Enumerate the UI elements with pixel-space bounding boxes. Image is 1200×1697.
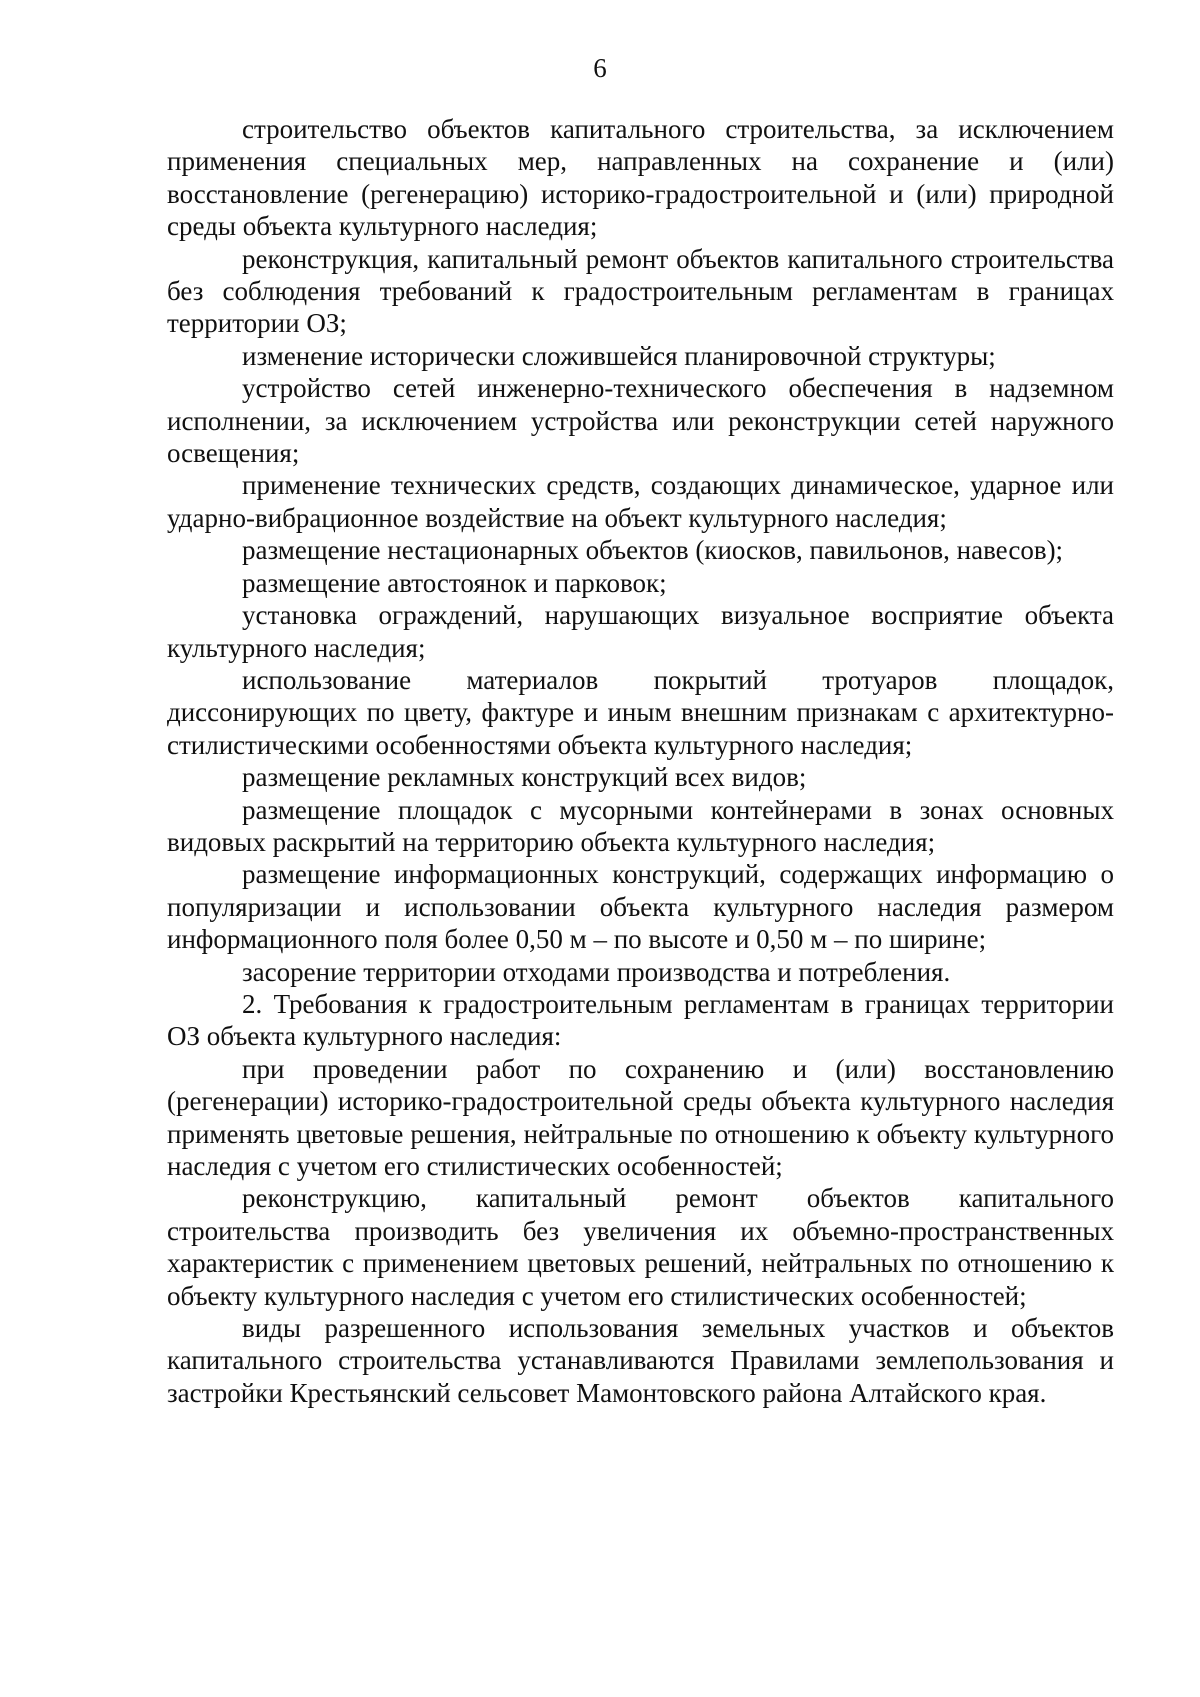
paragraph-section-2-heading: 2. Требования к градостроительным регламентам в границах территории ОЗ объекта культурного наследия: bbox=[167, 988, 1114, 1052]
document-body bbox=[167, 113, 1114, 1409]
paragraph-permitted-use: виды разрешенного использования земельных участков и объектов капитального строительства устанавливаются Правилами землепользования и застройки Крестьянский сельсовет Мамонтовского района Алтайского края. bbox=[167, 1313, 1114, 1408]
paragraph-reconstruction-requirements: реконструкцию, капитальный ремонт объектов капитального строительства производить без увеличения их объемно-пространственных характеристик с применением цветовых решений, нейтральных по отношению к объекту культурного наследия с учетом его стилистических особенностей; bbox=[167, 1183, 1114, 1311]
paragraph-parking: размещение автостоянок и парковок; bbox=[242, 567, 667, 598]
paragraph-fencing: установка ограждений, нарушающих визуальное восприятие объекта культурного наследия; bbox=[167, 600, 1114, 663]
paragraph-garbage-sites: размещение площадок с мусорными контейнерами в зонах основных видовых раскрытий на территорию объекта культурного наследия; bbox=[167, 794, 1114, 857]
paragraph-reconstruction-prohibition: реконструкция, капитальный ремонт объектов капитального строительства без соблюдения требований к градостроительным регламентам в границах территории ОЗ; bbox=[167, 243, 1114, 339]
paragraph-technical-means: применение технических средств, создающих динамическое, ударное или ударно-вибрационное воздействие на объект культурного наследия; bbox=[167, 470, 1114, 533]
page-number: 6 bbox=[593, 53, 607, 83]
paragraph-non-stationary-objects: размещение нестационарных объектов (киосков, павильонов, навесов); bbox=[242, 535, 1064, 566]
paragraph-advertising: размещение рекламных конструкций всех видов; bbox=[242, 762, 807, 793]
paragraph-color-solutions: при проведении работ по сохранению и (или) восстановлению (регенерации) историко-градостроительной среды объекта культурного наследия применять цветовые решения, нейтральные по отношению к объекту культурного наследия с учетом его стилистических особенностей; bbox=[167, 1053, 1114, 1181]
paragraph-littering: засорение территории отходами производства и потребления. bbox=[242, 956, 951, 987]
paragraph-engineering-networks: устройство сетей инженерно-технического обеспечения в надземном исполнении, за исключением устройства или реконструкции сетей наружного освещения; bbox=[167, 373, 1114, 469]
paragraph-pavement-materials: использование материалов покрытий тротуаров площадок, диссонирующих по цвету, фактуре и иным внешним признакам с архитектурно-стилистическими особенностями объекта культурного наследия; bbox=[167, 664, 1114, 760]
paragraph-information-structures: размещение информационных конструкций, содержащих информацию о популяризации и использовании объекта культурного наследия размером информационного поля более 0,50 м – по высоте и 0,50 м – по ширине; bbox=[167, 859, 1114, 955]
paragraph-construction-prohibition: строительство объектов капитального строительства, за исключением применения специальных мер, направленных на сохранение и (или) восстановление (регенерацию) историко-градостроительной и (или) природной среды объекта культурного наследия; bbox=[167, 114, 1114, 242]
paragraph-planning-structure: изменение исторически сложившейся планировочной структуры; bbox=[242, 340, 996, 371]
